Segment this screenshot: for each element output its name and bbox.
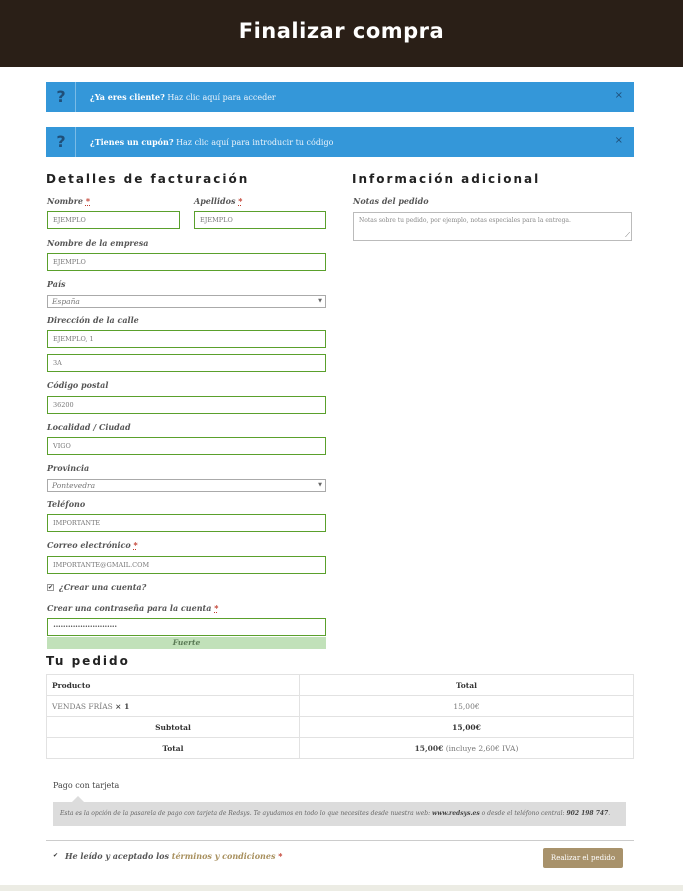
payment-method-label[interactable]: Pago con tarjeta bbox=[53, 781, 120, 790]
table-header-row bbox=[47, 675, 634, 696]
page-title: Finalizar compra bbox=[238, 19, 445, 43]
required-marker: * bbox=[214, 603, 219, 613]
login-notice bbox=[46, 82, 634, 112]
postcode-field[interactable]: 36200 bbox=[47, 396, 326, 414]
chevron-down-icon: ▼ bbox=[318, 298, 322, 304]
create-account-checkbox[interactable]: ✔ bbox=[48, 584, 54, 591]
terms-label bbox=[65, 851, 282, 861]
postcode-label: Código postal bbox=[47, 380, 109, 390]
product-column-header: Producto bbox=[47, 675, 300, 696]
last-name-field[interactable]: EJEMPLO bbox=[194, 211, 326, 229]
total-row bbox=[47, 738, 634, 759]
payment-description: Esta es la opción de la pasarela de pago con tarjeta de Redsys. Te ayudamos en todo lo que necesites desde nuestra web: bbox=[60, 810, 431, 817]
question-icon: ? bbox=[56, 132, 66, 151]
required-marker: * bbox=[85, 196, 90, 206]
subtotal-row bbox=[47, 717, 634, 738]
country-label: País bbox=[47, 279, 66, 289]
payment-website: www.redsys.es bbox=[432, 810, 480, 817]
notice-divider bbox=[75, 127, 76, 157]
coupon-notice-message bbox=[90, 135, 333, 150]
payment-period: . bbox=[608, 810, 611, 817]
country-select[interactable] bbox=[47, 295, 326, 308]
coupon-link[interactable]: Haz clic aquí para introducir tu código bbox=[176, 138, 334, 147]
province-select-value: Pontevedra bbox=[52, 481, 96, 490]
resize-handle-icon[interactable]: ⟋ bbox=[625, 231, 630, 239]
payment-phone-text: o desde el teléfono central: bbox=[481, 810, 565, 817]
email-label bbox=[47, 540, 138, 550]
billing-title: Detalles de facturación bbox=[46, 172, 250, 186]
address-line1-field[interactable]: EJEMPLO, 1 bbox=[47, 330, 326, 348]
phone-field[interactable]: IMPORTANTE bbox=[47, 514, 326, 532]
coupon-notice-question: ¿Tienes un cupón? bbox=[90, 137, 174, 147]
question-icon: ? bbox=[56, 87, 66, 106]
table-row bbox=[47, 696, 634, 717]
chevron-down-icon: ▼ bbox=[318, 482, 322, 488]
product-quantity: × 1 bbox=[115, 701, 130, 711]
login-notice-question: ¿Ya eres cliente? bbox=[90, 92, 165, 102]
additional-info-title: Información adicional bbox=[352, 172, 541, 186]
coupon-notice bbox=[46, 127, 634, 157]
order-title: Tu pedido bbox=[46, 654, 130, 668]
province-label: Provincia bbox=[47, 463, 90, 473]
company-label: Nombre de la empresa bbox=[47, 238, 149, 248]
terms-checkbox[interactable]: ✔ bbox=[52, 852, 59, 859]
required-marker: * bbox=[133, 540, 138, 550]
place-order-button[interactable]: Realizar el pedido bbox=[543, 848, 623, 868]
password-strength-meter: Fuerte bbox=[47, 637, 326, 649]
city-label: Localidad / Ciudad bbox=[47, 422, 131, 432]
terms-text: He leído y aceptado los bbox=[65, 851, 169, 861]
payment-description-box bbox=[53, 802, 626, 826]
product-total: 15,00€ bbox=[300, 696, 634, 717]
email-field[interactable]: IMPORTANTE@GMAIL.COM bbox=[47, 556, 326, 574]
total-label: Total bbox=[47, 738, 300, 759]
page-header bbox=[0, 0, 683, 67]
required-marker: * bbox=[278, 851, 283, 861]
login-notice-message bbox=[90, 90, 276, 105]
order-notes-placeholder: Notas sobre tu pedido, por ejemplo, notas especiales para la entrega. bbox=[359, 217, 571, 224]
close-icon[interactable]: × bbox=[614, 90, 623, 101]
product-name: VENDAS FRÍAS bbox=[52, 701, 113, 711]
last-name-label-text: Apellidos bbox=[194, 196, 236, 206]
terms-link[interactable]: términos y condiciones bbox=[171, 851, 276, 861]
payment-section bbox=[46, 772, 634, 841]
phone-label: Teléfono bbox=[47, 499, 86, 509]
total-cell bbox=[300, 738, 634, 759]
login-link[interactable]: Haz clic aquí para acceder bbox=[167, 93, 276, 102]
create-account-label[interactable]: ¿Crear una cuenta? bbox=[59, 582, 147, 592]
footer-strip bbox=[0, 885, 683, 891]
order-notes-label: Notas del pedido bbox=[353, 196, 429, 206]
total-column-header: Total bbox=[300, 675, 634, 696]
password-label bbox=[47, 603, 218, 613]
close-icon[interactable]: × bbox=[614, 135, 623, 146]
first-name-label bbox=[47, 196, 90, 206]
last-name-label bbox=[194, 196, 242, 206]
order-table bbox=[46, 674, 634, 759]
subtotal-value: 15,00€ bbox=[300, 717, 634, 738]
notice-divider bbox=[75, 82, 76, 112]
province-select[interactable] bbox=[47, 479, 326, 492]
address-label: Dirección de la calle bbox=[47, 315, 139, 325]
first-name-field[interactable]: EJEMPLO bbox=[47, 211, 180, 229]
address-line2-field[interactable]: 3A bbox=[47, 354, 326, 372]
first-name-label-text: Nombre bbox=[47, 196, 84, 206]
city-field[interactable]: VIGO bbox=[47, 437, 326, 455]
subtotal-label: Subtotal bbox=[47, 717, 300, 738]
password-label-text: Crear una contraseña para la cuenta bbox=[47, 603, 212, 613]
required-marker: * bbox=[238, 196, 243, 206]
product-cell bbox=[47, 696, 300, 717]
password-field[interactable]: •••••••••••••••••••••••••• bbox=[47, 618, 326, 636]
total-value: 15,00€ bbox=[414, 743, 444, 753]
order-notes-textarea[interactable] bbox=[353, 212, 632, 241]
payment-phone: 902 198 747 bbox=[566, 810, 609, 817]
email-label-text: Correo electrónico bbox=[47, 540, 131, 550]
tax-note: (incluye 2,60€ IVA) bbox=[445, 743, 519, 753]
company-field[interactable]: EJEMPLO bbox=[47, 253, 326, 271]
country-select-value: España bbox=[52, 297, 80, 306]
